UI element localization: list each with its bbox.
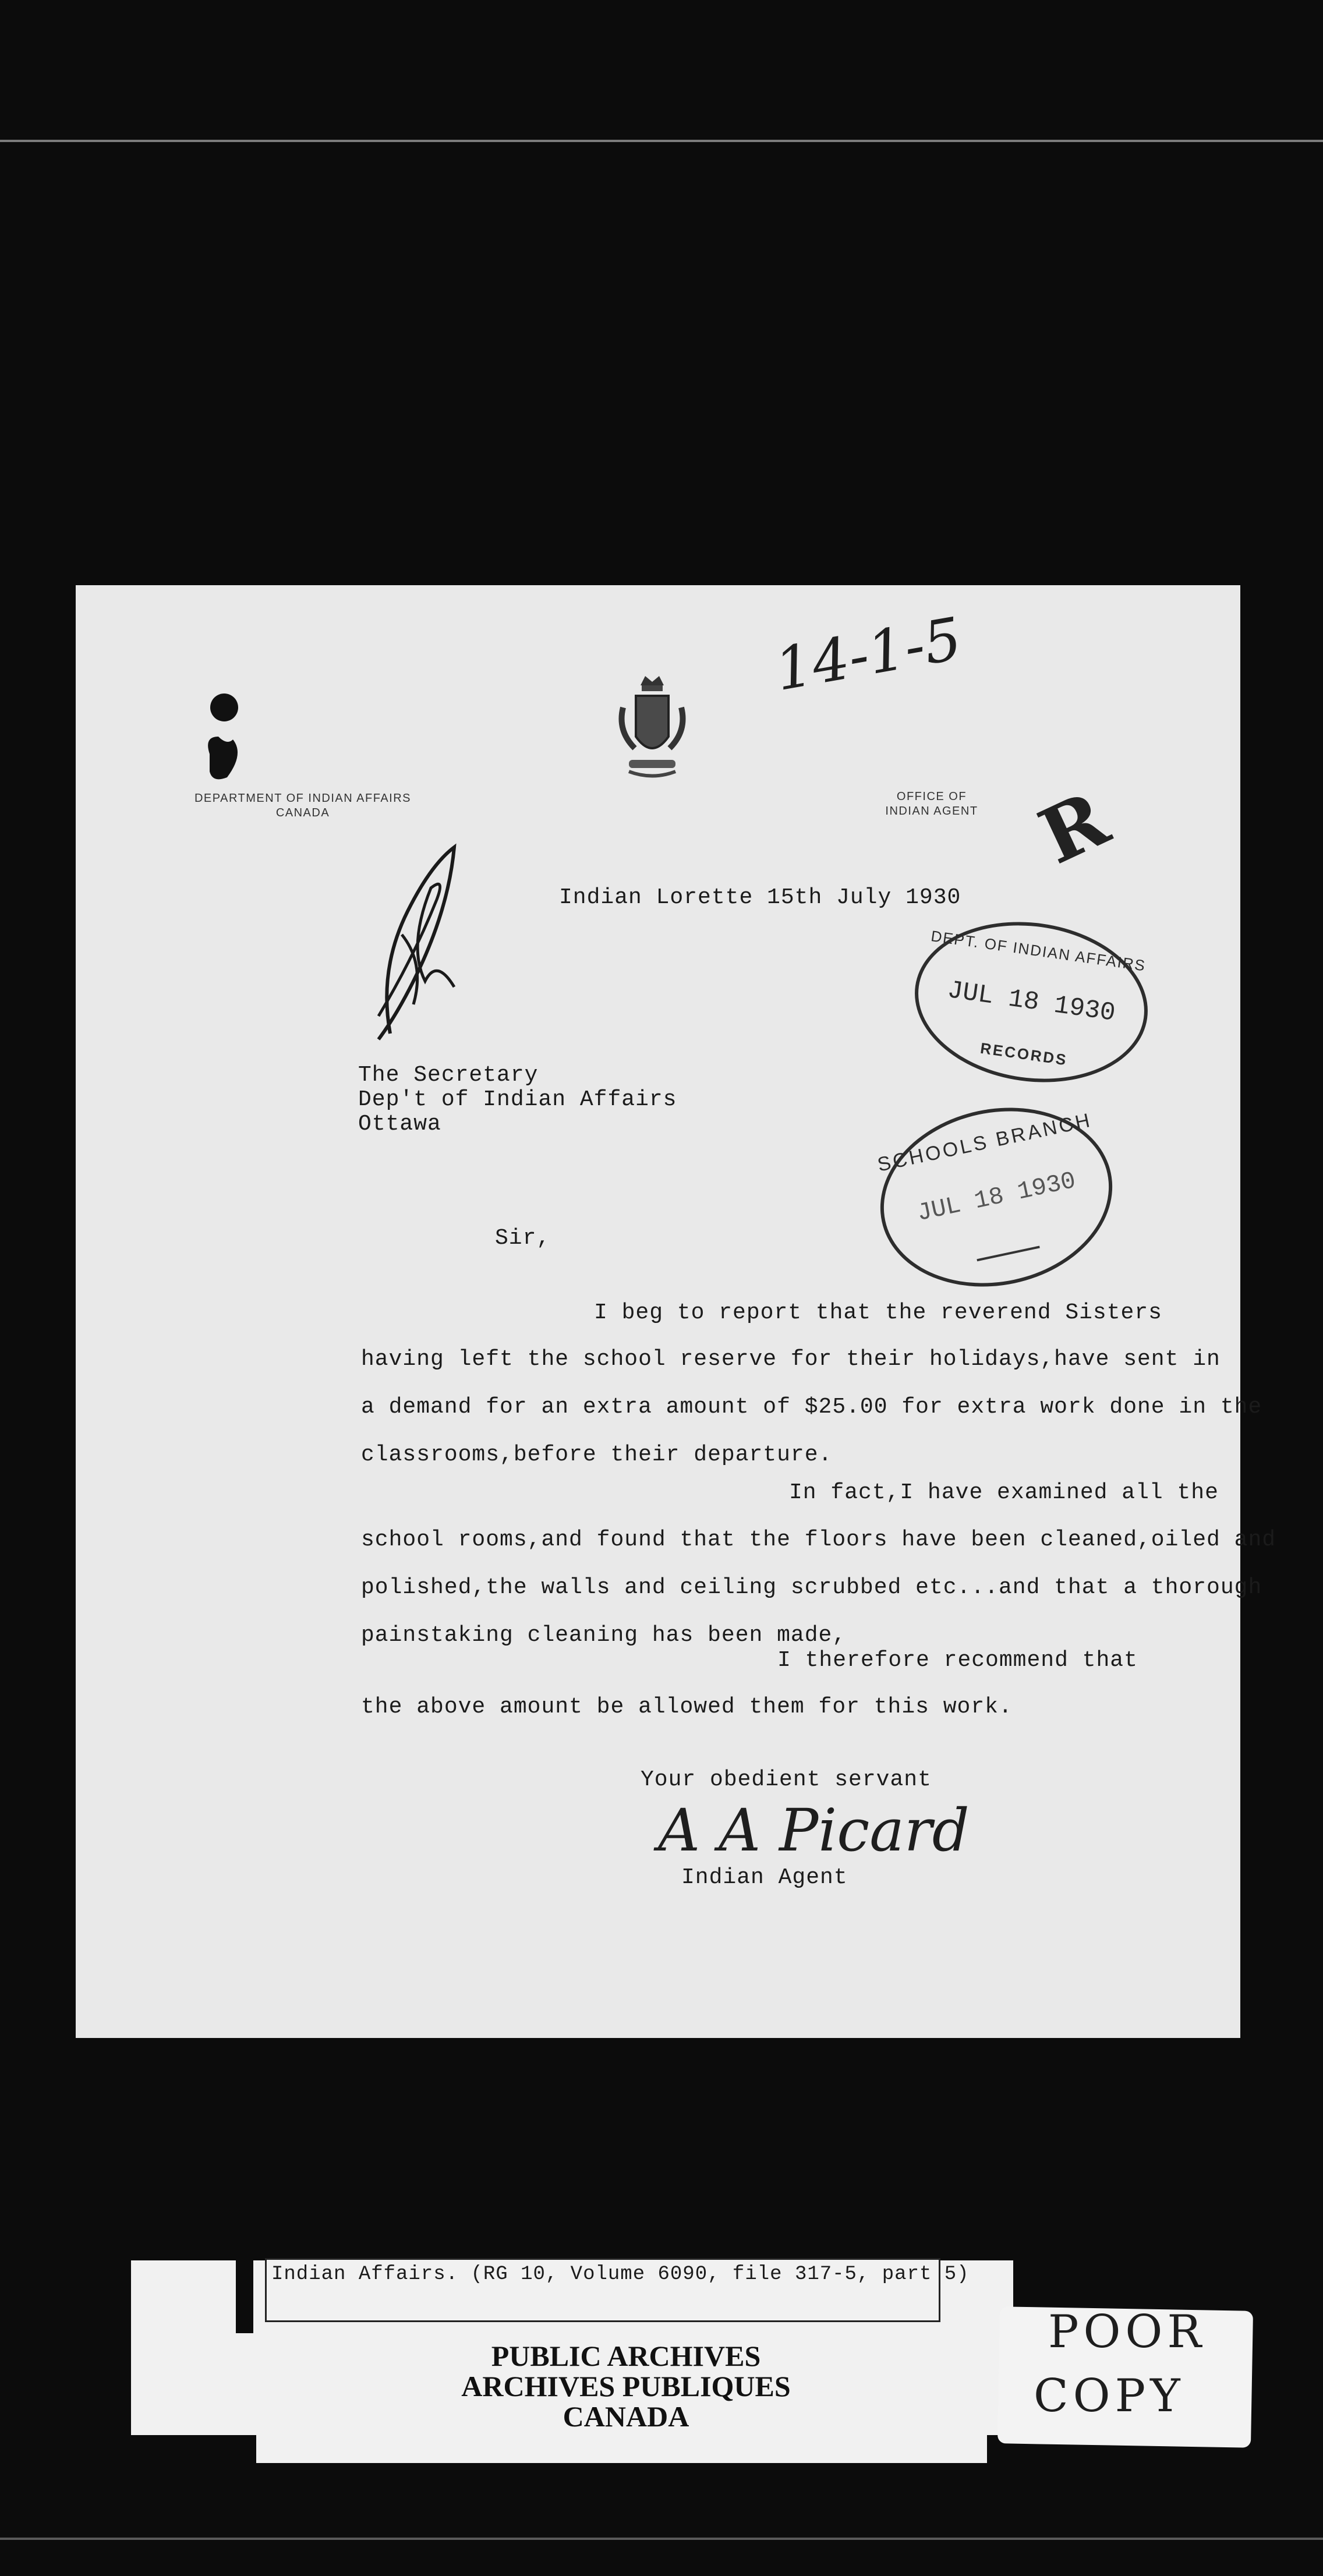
- schools-branch-stamp: [864, 1087, 1129, 1308]
- body-line: the above amount be allowed them for this work.: [361, 1694, 1013, 1719]
- archive-reference: Indian Affairs. (RG 10, Volume 6090, file 317-5, part 5): [265, 2258, 940, 2322]
- recipient-line3: Ottawa: [358, 1112, 441, 1137]
- place-date: Indian Lorette 15th July 1930: [559, 885, 961, 910]
- signature: A A Picard: [658, 1796, 970, 1864]
- body-line: I therefore recommend that: [777, 1648, 1138, 1673]
- label-black-bar: [236, 2260, 253, 2333]
- salutation: Sir,: [495, 1226, 551, 1251]
- body-line: having left the school reserve for their holidays,have sent in: [361, 1347, 1221, 1372]
- record-stamp-date: JUL 18 1930: [945, 976, 1117, 1028]
- body-line: school rooms,and found that the floors have been cleaned,oiled and: [361, 1527, 1276, 1552]
- body-line: I beg to report that the reverend Sisters: [594, 1300, 1162, 1325]
- schools-stamp-top: SCHOOLS BRANCH: [875, 1109, 1094, 1176]
- department-logo-icon: [192, 690, 256, 789]
- office-line2: INDIAN AGENT: [885, 805, 978, 818]
- recipient-line1: The Secretary: [358, 1063, 539, 1088]
- archives-line2: ARCHIVES PUBLIQUES: [461, 2370, 791, 2402]
- schools-stamp-date: JUL 18 1930: [914, 1166, 1078, 1228]
- label-lower-strip: [256, 2435, 987, 2463]
- coat-of-arms-icon: [611, 673, 693, 783]
- archives-line3: CANADA: [563, 2400, 689, 2433]
- department-line2: CANADA: [275, 806, 330, 819]
- body-line: In fact,I have examined all the: [789, 1480, 1219, 1505]
- office-line1: OFFICE OF: [896, 790, 967, 803]
- body-line: classrooms,before their departure.: [361, 1442, 833, 1467]
- record-stamp: [904, 907, 1158, 1096]
- film-top-line: [0, 140, 1323, 142]
- record-stamp-bottom: RECORDS: [979, 1039, 1069, 1069]
- film-bottom-line: [0, 2538, 1323, 2540]
- body-line: painstaking cleaning has been made,: [361, 1623, 847, 1648]
- closing: Your obedient servant: [641, 1767, 932, 1792]
- record-stamp-top: DEPT. OF INDIAN AFFAIRS: [929, 927, 1147, 975]
- stamp-rule: [977, 1245, 1039, 1261]
- routing-mark: R: [1026, 774, 1122, 882]
- signature-title: Indian Agent: [681, 1865, 848, 1890]
- poor-copy-line2: COPY: [1034, 2370, 1185, 2422]
- archives-line1: PUBLIC ARCHIVES: [491, 2340, 761, 2372]
- handwritten-file-number: 14-1-5: [770, 604, 967, 705]
- body-line: polished,the walls and ceiling scrubbed etc...and that a thorough: [361, 1575, 1262, 1600]
- poor-copy-line1: POOR: [1048, 2306, 1207, 2358]
- body-line: a demand for an extra amount of $25.00 for extra work done in the: [361, 1395, 1262, 1420]
- department-line1: DEPARTMENT OF INDIAN AFFAIRS: [194, 792, 412, 805]
- letter-sheet: [76, 585, 1276, 2038]
- initials-scribble-icon: [344, 841, 483, 1051]
- recipient-line2: Dep't of Indian Affairs: [358, 1087, 677, 1112]
